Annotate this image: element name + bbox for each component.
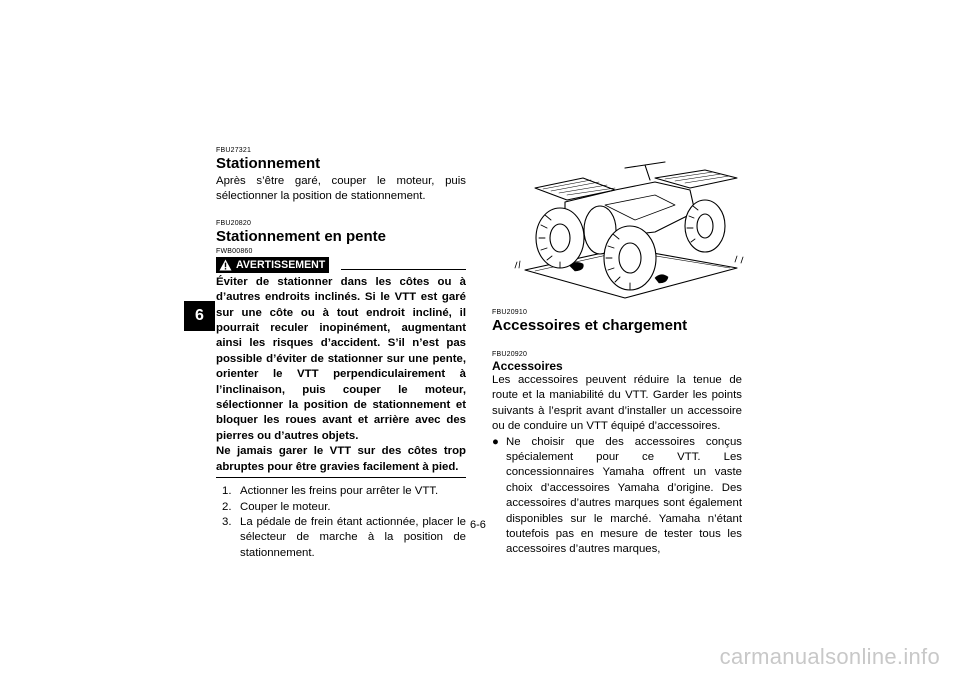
- bullet-text: Ne choisir que des accessoires conçus spécialement pour ce VTT. Les concessionnaires Yamaha offrent un vaste choix d’accessoires Yamaha d’origine. Des accessoires d’autres marques sont également disponibles sur le marché. Yamaha n’étant toutefois pas en mesure de tester tous les accessoires d’autres marques,: [506, 435, 742, 556]
- step-number: 1.: [222, 485, 232, 498]
- warning-label: AVERTISSEMENT: [236, 258, 326, 271]
- page-number: 6-6: [470, 519, 486, 531]
- step-number: 3.: [222, 515, 232, 528]
- section-code: FBU20820: [216, 219, 252, 227]
- subsection-code: FBU20920: [492, 351, 528, 358]
- section-code: FBU27321: [216, 147, 252, 154]
- warning-rule: [341, 269, 466, 270]
- warning-badge: [216, 257, 329, 273]
- accessories-paragraph: Les accessoires peuvent réduire la tenue de route et la maniabilité du VTT. Garder les points suivants à l’esprit avant d’installer un accessoire ou de conduire un VTT équipé d’accessoires.: [492, 374, 742, 433]
- left-column: [216, 146, 466, 561]
- section-code: FBU20910: [492, 309, 528, 316]
- warning-text: [216, 275, 466, 478]
- right-column: [492, 308, 742, 558]
- section-title-accessories-loading: Accessoires et chargement: [492, 317, 688, 334]
- parking-paragraph: Après s’être garé, couper le moteur, puis sélectionner la position de stationnement.: [216, 175, 466, 203]
- step-text: La pédale de frein étant actionnée, placer le sélecteur de marche à la position de stationnement.: [240, 515, 466, 559]
- section-title-parking: Stationnement: [216, 155, 321, 172]
- bullet-icon: ●: [492, 435, 499, 448]
- section-title-slope-parking: Stationnement en pente: [216, 227, 387, 245]
- watermark-text: carmanualsonline.info: [719, 644, 940, 669]
- list-item: [216, 484, 466, 499]
- chapter-tab: [184, 301, 215, 331]
- step-text: Actionner les freins pour arrêter le VTT.: [240, 485, 439, 498]
- subsection-title-accessories: Accessoires: [492, 359, 563, 373]
- list-item: [216, 515, 466, 561]
- step-number: 2.: [222, 500, 232, 513]
- chapter-number: 6: [195, 307, 204, 324]
- warning-paragraph-2: Ne jamais garer le VTT sur des côtes trop abruptes pour être gravies facilement à pied.: [216, 445, 466, 473]
- warning-header: [216, 257, 466, 273]
- list-item: [492, 435, 742, 558]
- warning-triangle-icon: [219, 259, 232, 271]
- warning-paragraph-1: Éviter de stationner dans les côtes ou à d’autres endroits inclinés. Si le VTT est garé sur une côte ou à tout endroit incliné, il pourrait reculer inopinément, augmentant ainsi les risques d’accident. S’il n’est pas possible d’éviter de stationner sur une pente, orienter le VTT perpendiculairement à l’inclinaison, puis couper le moteur, sélectionner la position de stationnement et bloquer les roues avant et arrière avec des pierres ou d’autres objets.: [216, 275, 466, 442]
- steps-list: [216, 484, 466, 561]
- atv-illustration: [505, 150, 750, 300]
- warning-code: FWB00860: [216, 247, 253, 255]
- step-text: Couper le moteur.: [240, 500, 331, 513]
- list-item: [216, 500, 466, 515]
